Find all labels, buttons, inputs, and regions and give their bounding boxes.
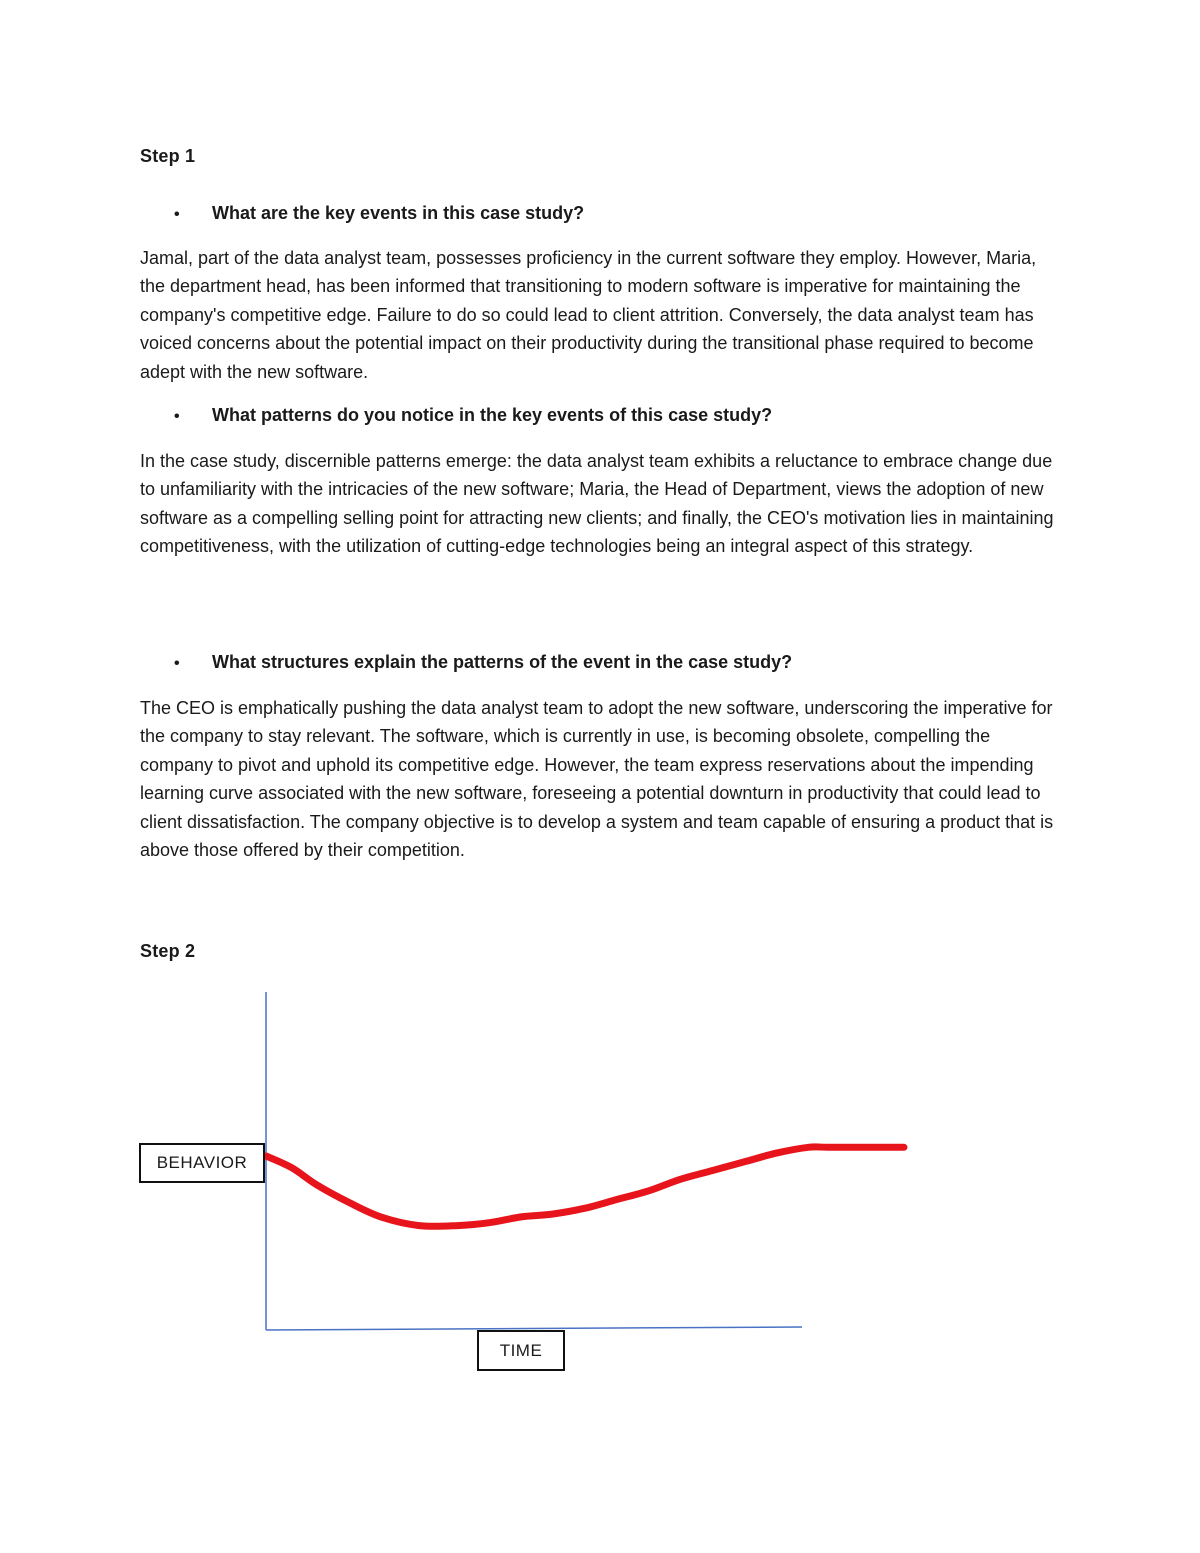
answer-key-events: Jamal, part of the data analyst team, possesses proficiency in the current software they employ. However, Maria, the department head, has been informed that transitioning to modern software is imperative for maintaining the company's competitive edge. Failure to do so could lead to client attrition. Conversely, the data analyst team has voiced concerns about the potential impact on their productivity during the transitional phase required to become adept with the new software. — [140, 248, 1037, 382]
y-axis-label: BEHAVIOR — [139, 1143, 265, 1183]
answer-patterns: In the case study, discernible patterns emerge: the data analyst team exhibits a reluctance to embrace change due to unfamiliarity with the intricacies of the new software; Maria, the Head of Department, views the adoption of new software as a compelling selling point for attracting new clients; and finally, the CEO's motivation lies in maintaining competitiveness, with the utilization of cutting-edge technologies being an integral aspect of this strategy. — [140, 451, 1054, 557]
question-text: What patterns do you notice in the key events of this case study? — [212, 405, 773, 425]
x-axis-label: TIME — [477, 1330, 565, 1371]
answer-structures: The CEO is emphatically pushing the data analyst team to adopt the new software, underscoring the imperative for the company to stay relevant. The software, which is currently in use, is becoming obsolete, compelling the company to pivot and uphold its competitive edge. However, the team express reservations about the impending learning curve associated with the new software, foreseeing a potential downturn in productivity that could lead to client dissatisfaction. The company objective is to develop a system and team capable of ensuring a product that is above those offered by their competition. — [140, 698, 1054, 861]
question-text: What are the key events in this case study? — [212, 203, 585, 223]
bullet-icon: • — [174, 206, 180, 223]
step-1-heading: Step 1 — [140, 146, 196, 166]
behavior-curve — [266, 1147, 904, 1226]
step-2-heading: Step 2 — [140, 941, 196, 961]
question-text: What structures explain the patterns of the event in the case study? — [212, 652, 793, 672]
bullet-icon: • — [174, 655, 180, 672]
bullet-icon: • — [174, 408, 180, 425]
